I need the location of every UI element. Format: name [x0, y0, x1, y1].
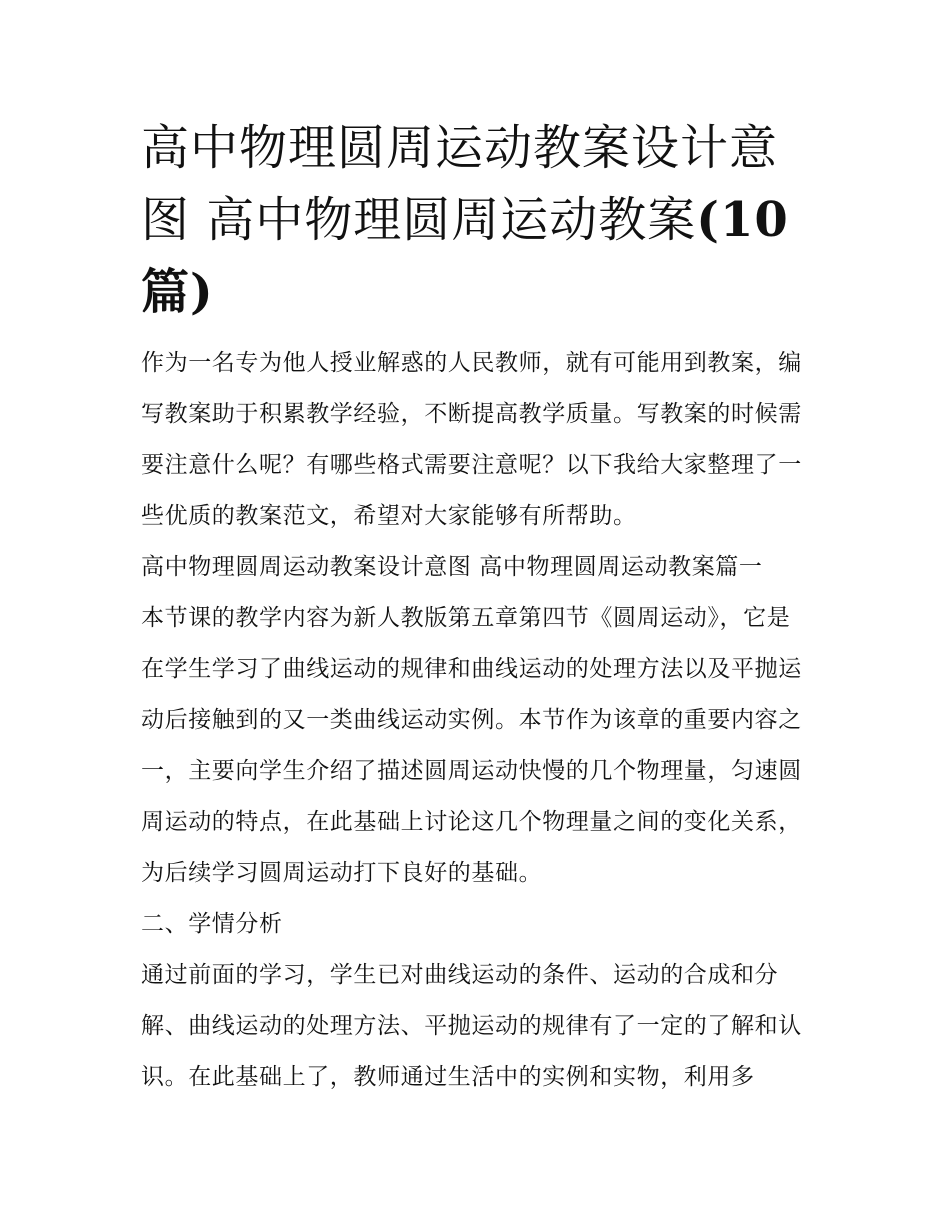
document-content: [141, 112, 813, 1103]
subsection-heading: 二、学情分析: [141, 911, 283, 937]
content-paragraph: 本节课的教学内容为新人教版第五章第四节《圆周运动》，它是在学生学习了曲线运动的规律和曲线运动的处理方法以及平抛运动后接触到的又一类曲线运动实例。本节作为该章的重要内容之一，主要向学生介绍了描述圆周运动快慢的几个物理量，匀速圆周运动的特点，在此基础上讨论这几个物理量之间的变化关系，为后续学习圆周运动打下良好的基础。: [141, 605, 802, 886]
document-body: [141, 338, 813, 1103]
section-heading: 高中物理圆周运动教案设计意图 高中物理圆周运动教案篇一: [141, 554, 763, 580]
document-title: [141, 112, 813, 328]
analysis-paragraph: 通过前面的学习，学生已对曲线运动的条件、运动的合成和分解、曲线运动的处理方法、平抛运动的规律有了一定的了解和认识。在此基础上了，教师通过生活中的实例和实物，利用多: [141, 962, 802, 1090]
title-suffix: (10篇): [141, 192, 789, 320]
intro-paragraph: 作为一名专为他人授业解惑的人民教师，就有可能用到教案，编写教案助于积累教学经验，不断提高教学质量。写教案的时候需要注意什么呢？有哪些格式需要注意呢？以下我给大家整理了一些优质的教案范文，希望对大家能够有所帮助。: [141, 350, 802, 529]
title-main: 高中物理圆周运动教案设计意图 高中物理圆周运动教案: [141, 120, 779, 248]
